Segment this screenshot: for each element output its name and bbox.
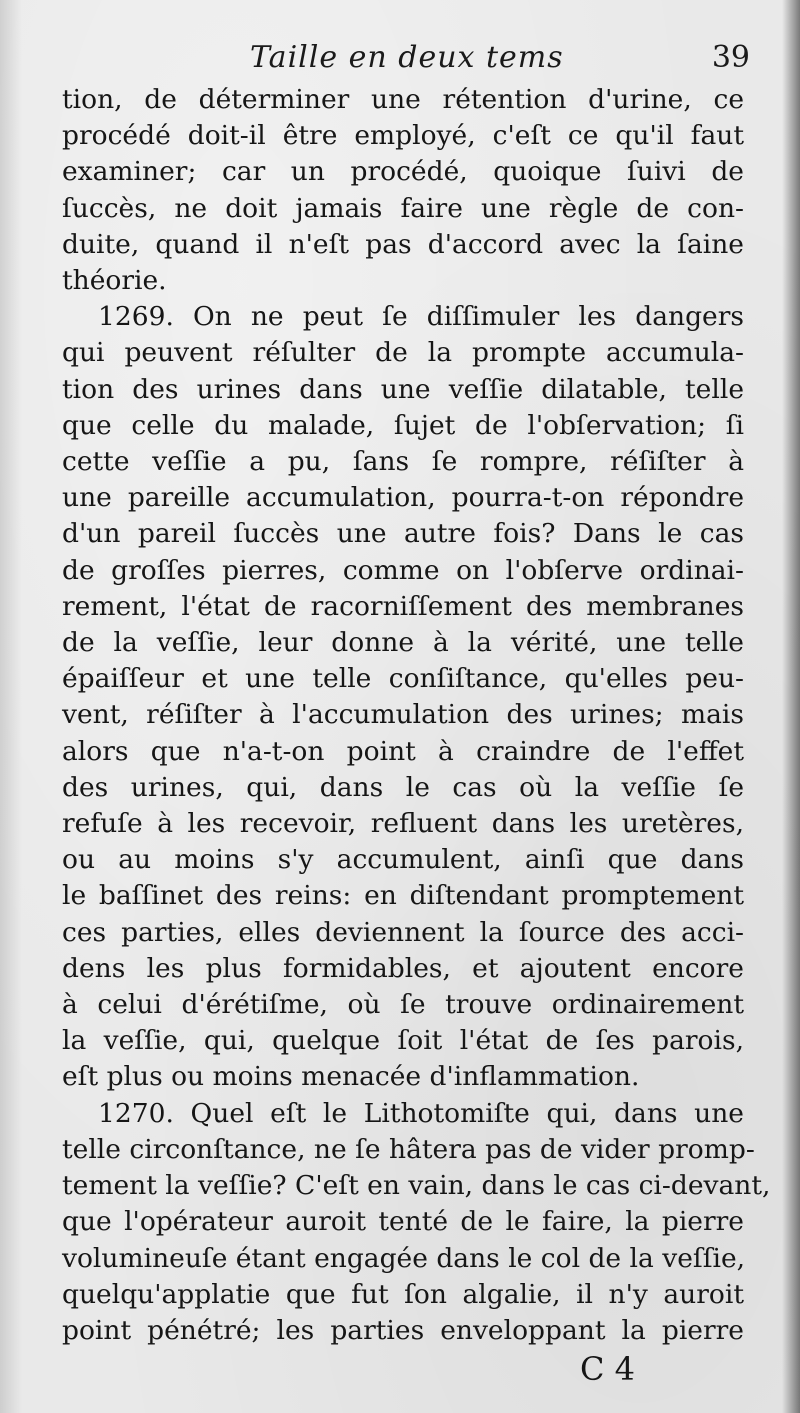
text-line: épaiſſeur et une telle conſiſtance, qu'elles peu- [62,663,744,695]
text-line: que l'opérateur auroit tenté de le faire, la pierre [62,1206,744,1238]
text-line: le baſſinet des reins: en diſtendant promptement [62,880,744,912]
text-line: des urines, qui, dans le cas où la veſſie ſe [62,771,744,803]
signature-mark: C 4 [580,1350,636,1388]
text-line: vent, réſiſter à l'accumulation des urines; mais [62,699,744,731]
text-line: dens les plus formidables, et ajoutent encore [62,952,744,984]
text-line: eſt plus ou moins menacée d'inflammation. [62,1061,640,1093]
text-line: ſuccès, ne doit jamais faire une règle de con- [62,192,744,224]
page-number: 39 [711,40,750,75]
page-left-shadow [0,0,22,1413]
text-line: quelqu'applatie que fut ſon algalie, il n'y auroit [62,1278,744,1310]
text-line: procédé doit-il être employé, c'eſt ce qu'il faut [62,120,744,152]
text-line: de groſſes pierres, comme on l'obſerve ordinai- [62,554,744,586]
text-line: alors que n'a-t-on point à craindre de l'effet [62,735,744,767]
text-line: rement, l'état de racorniſſement des membranes [62,590,744,622]
text-line: la veſſie, qui, quelque ſoit l'état de ſes parois, [62,1025,744,1057]
text-line: de la veſſie, leur donne à la vérité, une telle [62,627,744,659]
text-line: point pénétré; les parties enveloppant la pierre [62,1314,744,1346]
text-line: cette veſſie a pu, ſans ſe rompre, réſiſter à [62,446,744,478]
text-line: refuſe à les recevoir, refluent dans les uretères, [62,808,744,840]
page-right-edge-shadow [782,0,800,1413]
text-line: tion des urines dans une veſſie dilatable, telle [62,373,744,405]
text-line: examiner; car un procédé, quoique ſuivi de [62,156,744,188]
paragraph-start-1269: 1269. On ne peut ſe diſſimuler les dangers [98,301,744,333]
text-line: une pareille accumulation, pourra-t-on répondre [62,482,744,514]
text-line: que celle du malade, ſujet de l'obſervation; ſi [62,409,744,441]
text-line: théorie. [62,265,167,297]
body-text [62,82,771,1349]
text-line: qui peuvent réſulter de la prompte accumula- [62,337,744,369]
text-line: tement la veſſie? C'eſt en vain, dans le cas ci-devant, [62,1170,771,1202]
text-line: d'un pareil ſuccès une autre fois? Dans le cas [62,518,744,550]
text-line: duite, quand il n'eſt pas d'accord avec la ſaine [62,228,744,260]
text-line: ou au moins s'y accumulent, ainſi que dans [62,844,744,876]
text-line: à celui d'érétiſme, où ſe trouve ordinairement [62,989,744,1021]
running-title: Taille en deux tems [250,40,564,75]
text-line: telle circonſtance, ne ſe hâtera pas de vider promp- [62,1133,755,1165]
paragraph-start-1270: 1270. Quel eſt le Lithotomiſte qui, dans une [98,1097,744,1129]
text-line: tion, de déterminer une rétention d'urine, ce [62,84,744,115]
text-line: volumineuſe étant engagée dans le col de la veſſie, [62,1242,746,1274]
page-header [60,40,750,80]
text-line: ces parties, elles deviennent la ſource des acci- [62,916,744,948]
